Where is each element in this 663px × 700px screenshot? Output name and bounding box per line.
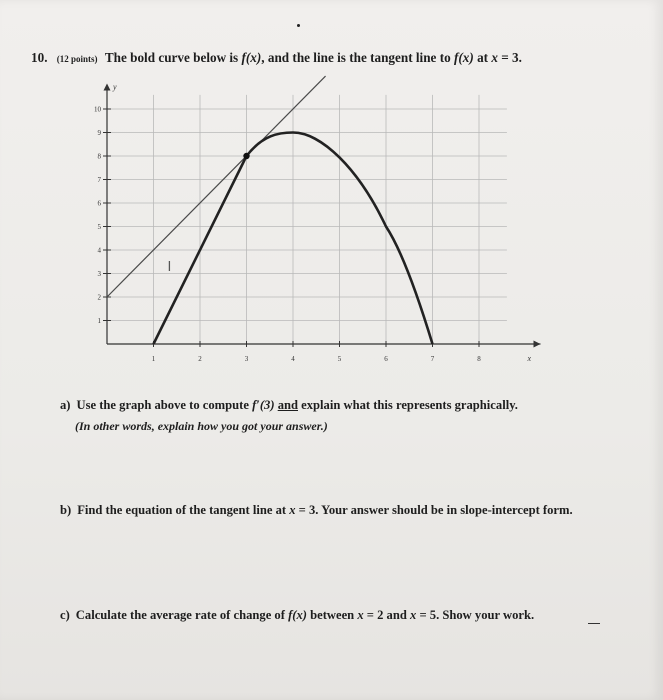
x-tick-label: 2 [198, 355, 202, 363]
graph-grid [107, 95, 507, 344]
variable-x: x [491, 50, 498, 65]
x-tick-label: 8 [477, 355, 481, 363]
part-b [60, 503, 573, 518]
x-tick-label: 4 [291, 355, 295, 363]
part-b-label: b) [60, 503, 72, 517]
part-a-label: a) [60, 398, 71, 412]
y-tick-label: 8 [97, 152, 101, 161]
question-text-part: at [473, 50, 492, 65]
question-text-part: = 3. [497, 50, 522, 65]
graph-labels [112, 83, 532, 364]
part-c-label: c) [60, 608, 70, 622]
function-symbol: f(x) [288, 608, 307, 622]
y-axis-label: y [113, 82, 117, 92]
variable-x: x [289, 503, 296, 517]
x-axis-label: x [527, 354, 532, 363]
question-10-header [31, 50, 641, 66]
part-c-text: = 2 and [363, 608, 411, 622]
part-c-text: between [306, 608, 358, 622]
part-c [60, 608, 534, 623]
y-axis-arrow [104, 84, 111, 91]
y-tick-label: 1 [97, 317, 101, 325]
tangent-point-marker [243, 153, 249, 159]
question-number: 10. [31, 50, 48, 65]
part-a-text: Use the graph above to compute [76, 398, 253, 412]
y-tick-label: 5 [97, 223, 101, 231]
part-c-text: = 5. Show your work. [416, 608, 535, 622]
x-tick-label: 7 [430, 355, 435, 363]
y-tick-label: 3 [97, 270, 101, 278]
part-a [60, 398, 518, 413]
variable-x: x [410, 608, 417, 622]
part-b-text: Find the equation of the tangent line at [77, 503, 290, 517]
y-tick-label: 9 [97, 129, 101, 137]
x-tick-label: 6 [384, 355, 388, 363]
question-text-part: The bold curve below is [104, 50, 242, 65]
y-tick-label: 10 [94, 105, 101, 114]
function-graph [80, 80, 530, 370]
part-a-note: (In other words, explain how you got your answer.) [75, 419, 328, 433]
graph-ticks [94, 106, 481, 364]
derivative-expression: f′(3) [252, 398, 275, 412]
x-axis-arrow [534, 341, 541, 348]
question-points: (12 points) [56, 54, 98, 64]
y-tick-label: 4 [97, 246, 101, 255]
x-tick-label: 5 [337, 355, 342, 363]
y-tick-label: 7 [97, 176, 101, 184]
part-c-text: Calculate the average rate of change of [75, 608, 289, 622]
y-tick-label: 2 [97, 293, 101, 302]
graph-curves [107, 76, 433, 344]
function-symbol: f(x) [241, 50, 262, 65]
x-tick-label: 1 [151, 355, 156, 363]
part-b-text: = 3. Your answer should be in slope-intercept form. [295, 503, 573, 517]
function-symbol: f(x) [453, 50, 474, 65]
underlined-and: and [277, 398, 298, 412]
x-tick-label: 3 [244, 355, 249, 363]
answer-underline [588, 623, 600, 624]
handwritten-annotation: I [167, 260, 172, 276]
graph-axes [104, 84, 541, 348]
question-text [105, 50, 522, 65]
stray-dot-mark [297, 24, 300, 27]
y-tick-label: 6 [97, 199, 101, 208]
question-text-part: , and the line is the tangent line to [261, 50, 454, 65]
variable-x: x [357, 608, 364, 622]
part-a-text: explain what this represents graphically. [298, 398, 518, 412]
